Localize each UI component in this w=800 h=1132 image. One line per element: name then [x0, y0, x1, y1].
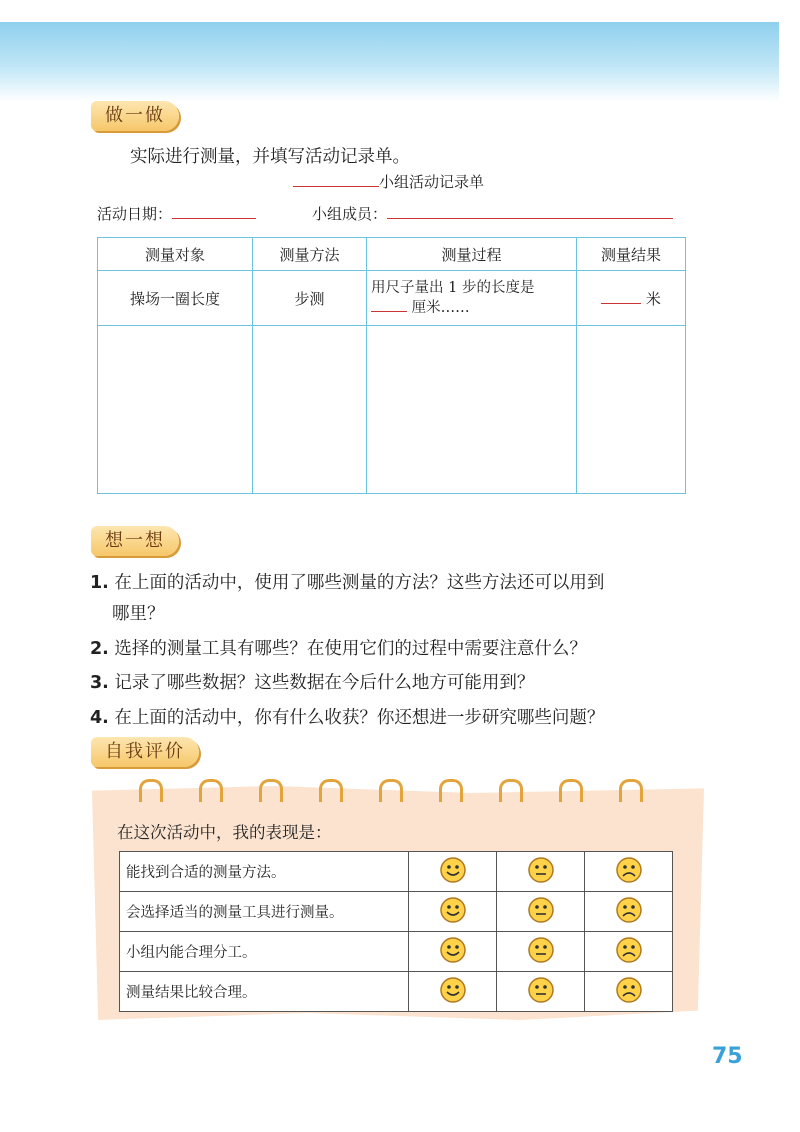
evaluation-prompt: 在这次活动中，我的表现是： — [117, 823, 332, 842]
step-length-blank[interactable] — [371, 310, 407, 312]
ring-icon — [619, 779, 643, 802]
page-number: 75 — [712, 1044, 743, 1069]
empty-cell[interactable] — [98, 326, 253, 494]
group-name-blank[interactable] — [293, 185, 379, 187]
members-blank[interactable] — [387, 217, 673, 219]
section-tag-self-eval: 自我评价 — [91, 737, 199, 767]
empty-cell[interactable] — [367, 326, 577, 494]
ring-icon — [499, 779, 523, 802]
ring-icon — [259, 779, 283, 802]
question-text: 在上面的活动中，你有什么收获？你还想进一步研究哪些问题？ — [114, 708, 605, 728]
ring-icon — [439, 779, 463, 802]
table-row — [120, 932, 673, 972]
ring-icon — [319, 779, 343, 802]
question-number: 1. — [90, 573, 109, 593]
cell-result — [577, 271, 686, 326]
process-line: 用尺子量出 1 步的长度是 — [371, 280, 535, 296]
eval-item: 会选择适当的测量工具进行测量。 — [120, 892, 409, 932]
ring-icon — [199, 779, 223, 802]
eval-item: 能找到合适的测量方法。 — [120, 852, 409, 892]
header-process: 测量过程 — [367, 238, 577, 271]
neutral-face-icon[interactable] — [497, 932, 585, 972]
question-4 — [90, 704, 604, 729]
question-text: 在上面的活动中，使用了哪些测量的方法？这些方法还可以用到 — [114, 573, 605, 593]
date-row — [97, 203, 256, 224]
sad-face-icon[interactable] — [585, 972, 673, 1012]
process-unit: 厘米…… — [411, 300, 470, 316]
self-evaluation-table — [119, 851, 673, 1012]
activity-record-table — [97, 237, 686, 494]
neutral-face-icon[interactable] — [497, 972, 585, 1012]
header-object: 测量对象 — [98, 238, 253, 271]
question-1 — [90, 569, 604, 594]
eval-item: 测量结果比较合理。 — [120, 972, 409, 1012]
instruction-text: 实际进行测量，并填写活动记录单。 — [130, 147, 410, 167]
cell-method: 步测 — [253, 271, 367, 326]
result-blank[interactable] — [601, 302, 641, 304]
table-row — [120, 892, 673, 932]
question-1-cont: 哪里？ — [112, 604, 165, 624]
date-label: 活动日期： — [97, 205, 173, 223]
sad-face-icon[interactable] — [585, 932, 673, 972]
table-row — [120, 972, 673, 1012]
sad-face-icon[interactable] — [585, 892, 673, 932]
cell-object: 操场一圈长度 — [98, 271, 253, 326]
happy-face-icon[interactable] — [409, 972, 497, 1012]
members-row — [312, 203, 673, 224]
question-number: 2. — [90, 639, 109, 659]
date-blank[interactable] — [172, 217, 256, 219]
header-result: 测量结果 — [577, 238, 686, 271]
question-text: 记录了哪些数据？这些数据在今后什么地方可能用到？ — [114, 673, 535, 693]
table-row — [120, 852, 673, 892]
empty-cell[interactable] — [577, 326, 686, 494]
ring-icon — [139, 779, 163, 802]
sad-face-icon[interactable] — [585, 852, 673, 892]
top-banner — [0, 22, 779, 102]
ring-icon — [559, 779, 583, 802]
happy-face-icon[interactable] — [409, 892, 497, 932]
empty-cell[interactable] — [253, 326, 367, 494]
ring-icon — [379, 779, 403, 802]
happy-face-icon[interactable] — [409, 932, 497, 972]
neutral-face-icon[interactable] — [497, 892, 585, 932]
question-3 — [90, 669, 534, 694]
eval-item: 小组内能合理分工。 — [120, 932, 409, 972]
section-tag-think: 想一想 — [91, 526, 179, 556]
members-label: 小组成员： — [312, 205, 388, 223]
header-method: 测量方法 — [253, 238, 367, 271]
result-unit: 米 — [645, 289, 661, 308]
happy-face-icon[interactable] — [409, 852, 497, 892]
cell-process — [367, 271, 577, 326]
neutral-face-icon[interactable] — [497, 852, 585, 892]
process-line-2 — [371, 298, 575, 318]
section-tag-try: 做一做 — [91, 101, 179, 131]
question-number: 3. — [90, 673, 109, 693]
question-text: 选择的测量工具有哪些？在使用它们的过程中需要注意什么？ — [114, 639, 587, 659]
form-title-text: 小组活动记录单 — [379, 173, 485, 191]
question-2 — [90, 635, 587, 660]
question-number: 4. — [90, 708, 109, 728]
form-title — [293, 171, 484, 192]
